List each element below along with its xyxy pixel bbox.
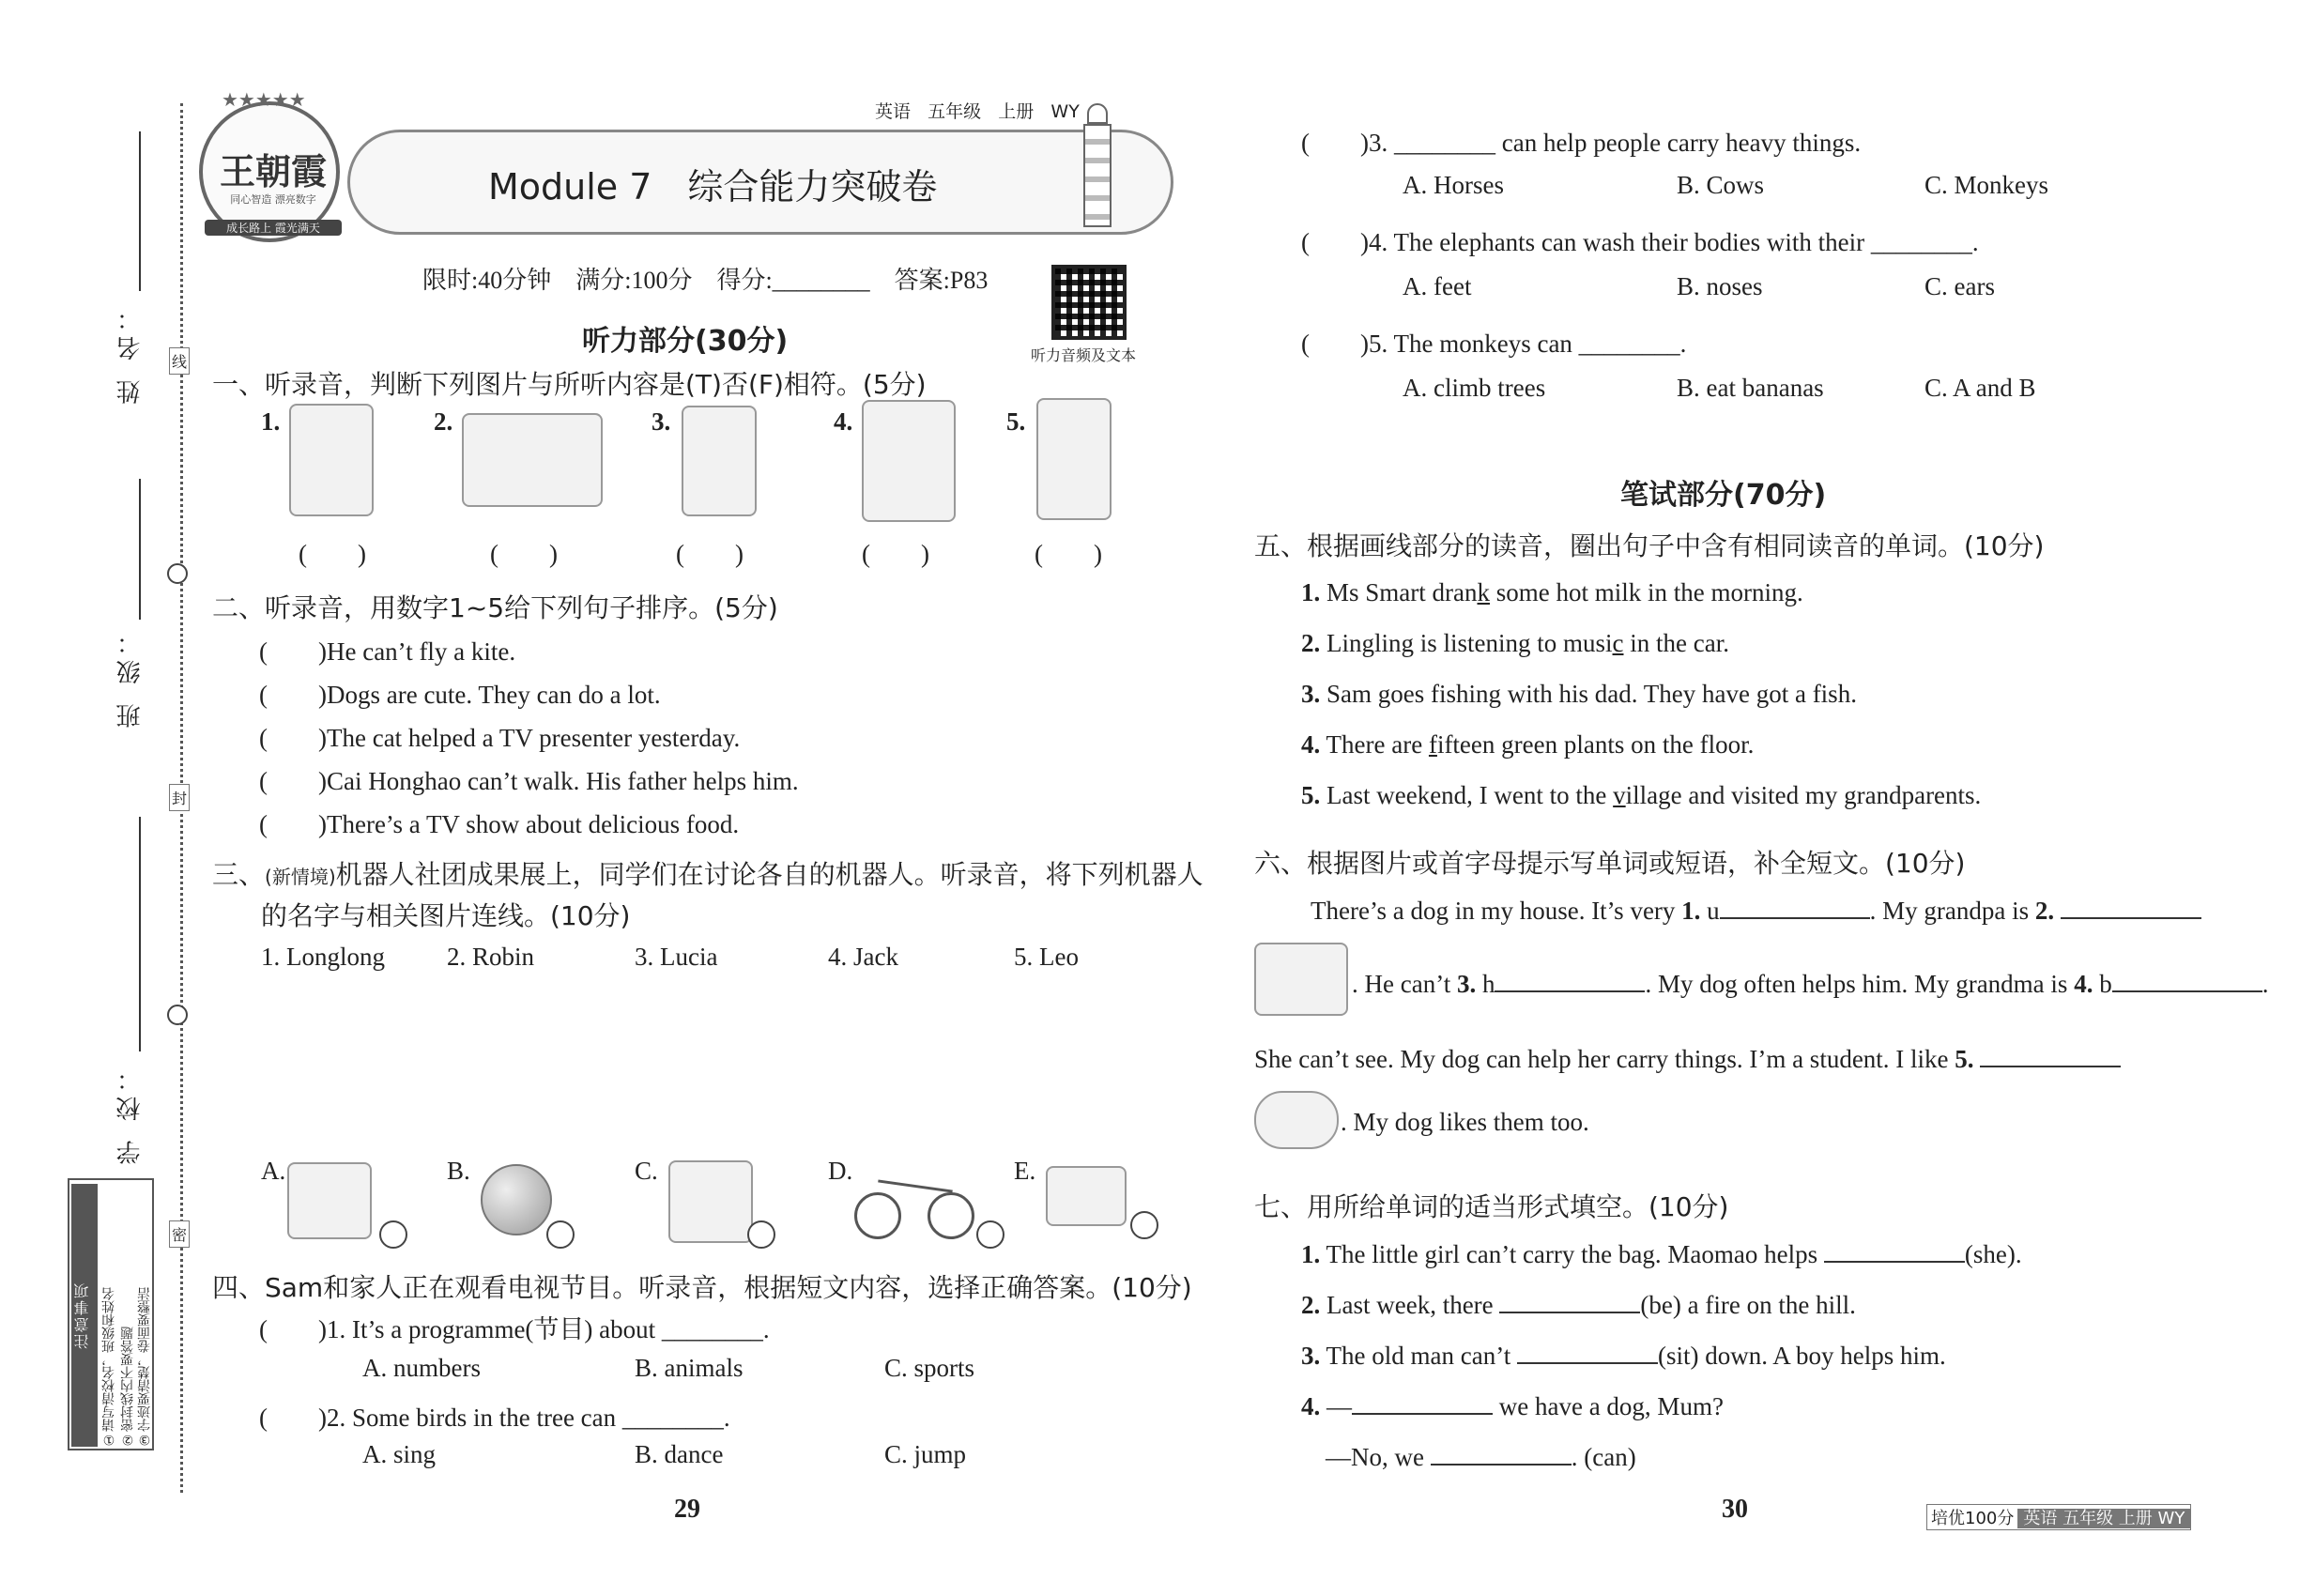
s4-q4: ( )4. The elephants can wash their bodies with their ________. [1301,228,1979,256]
answer-paren[interactable]: ( ) [1301,129,1369,157]
s5-item: 1. Ms Smart drank some hot milk in the morning. [1301,578,1803,606]
s4-q2-opt-b[interactable]: B. dance [635,1440,724,1468]
s7-blank-2[interactable] [1499,1288,1640,1313]
s5-item: 5. Last weekend, I went to the village and visited my grandparents. [1301,781,1982,809]
s7-item-2: 2. Last week, there (be) a fire on the hill. [1301,1288,1856,1320]
s1-item-number: 5. [1006,407,1026,436]
bicycle-image[interactable] [854,1164,976,1241]
s1-item-number: 1. [261,407,281,436]
s6-line-1: There’s a dog in my house. It’s very 1. u . My grandpa is 2. [1311,894,2201,926]
robot-name[interactable]: 4. Jack [828,943,898,971]
robot-face-icon [379,1220,407,1249]
page-title: Module 7 综合能力突破卷 [488,166,938,207]
s4-q3-opt-b[interactable]: B. Cows [1677,171,1765,199]
robot-name[interactable]: 2. Robin [447,943,535,971]
brand-logo [199,88,340,242]
s5-item: 4. There are fifteen green plants on the floor. [1301,730,1755,759]
s3-title: 三、(新情境)机器人社团成果展上，同学们在讨论各自的机器人。听录音，将下列机器人 [212,859,1204,890]
meta-grade: 五年级 [928,101,982,122]
option-letter: C. [635,1157,658,1185]
binding-circle-icon [167,1005,188,1025]
answer-paren[interactable]: ( ) [259,681,327,709]
s2-item: ( )Dogs are cute. They can do a lot. [259,681,661,709]
blank-1[interactable] [1720,894,1870,919]
s4-q2-opt-a[interactable]: A. sing [362,1440,437,1468]
school-label: 学 校： [116,1061,145,1165]
s4-q3-opt-a[interactable]: A. Horses [1403,171,1504,199]
s3-title-cont: 的名字与相关图片连线。(10分) [261,900,631,931]
answer-paren[interactable]: ( ) [259,724,327,752]
answer-paren[interactable]: ( ) [259,810,327,838]
robot-face-icon [747,1220,775,1249]
name-field-line[interactable] [139,131,141,291]
s1-title: 一、听录音，判断下列图片与所听内容是(T)否(F)相符。(5分) [212,369,927,400]
s7-item-1: 1. The little girl can’t carry the bag. Maomao helps (she). [1301,1237,2022,1269]
hot-dog-image [1254,1091,1339,1149]
s4-q3-opt-c[interactable]: C. Monkeys [1924,171,2049,199]
binding-circle-icon [167,563,188,584]
footer-series: 培优100分 [1931,1509,2015,1528]
note-2: ②密封线内不要答题 [120,1327,135,1447]
blank-4[interactable] [2112,967,2262,992]
qr-code[interactable] [1051,265,1127,340]
star-icon: ★★★★★ [222,88,306,111]
s4-q1-opt-c[interactable]: C. sports [884,1354,975,1382]
s1-answer-paren[interactable]: ( ) [299,540,366,568]
note-3: ③字迹要清楚，卷面要整洁 [137,1287,152,1447]
s5-item: 3. Sam goes fishing with his dad. They have got a fish. [1301,680,1857,708]
blind-man-cane-image [1036,398,1112,520]
brand-sub: 同心智造 漂亮数字 [230,193,316,206]
s4-q1-opt-a[interactable]: A. numbers [362,1354,481,1382]
s6-line-2: . He can’t 3. h . My dog often helps him. My grandma is 4. b . [1352,967,2268,999]
meta-edition: WY [1050,101,1080,122]
s7-blank-5[interactable] [1431,1440,1572,1466]
robot-face-icon [546,1220,575,1249]
lighthouse-icon [1078,103,1117,230]
name-label: 姓 名： [116,300,145,405]
s4-q5-opt-b[interactable]: B. eat bananas [1677,374,1824,402]
s1-answer-paren[interactable]: ( ) [676,540,744,568]
exam-info: 限时:40分钟 满分:100分 得分:________ 答案:P83 [422,267,989,294]
s1-answer-paren[interactable]: ( ) [490,540,558,568]
s6-line-3: She can’t see. My dog can help her carry things. I’m a student. I like 5. [1254,1042,2121,1074]
class-field-line[interactable] [139,479,141,620]
robot-face-icon [1130,1211,1158,1239]
s1-item-number: 4. [834,407,853,436]
blank-3[interactable] [1495,967,1645,992]
page-number-right: 30 [1722,1495,1748,1524]
blank-2[interactable] [2061,894,2201,919]
s2-item: ( )He can’t fly a kite. [259,637,516,666]
brand-ribbon: 成长路上 霞光满天 [205,220,342,236]
hot-dogs-image [682,406,757,516]
s4-q4-opt-c[interactable]: C. ears [1924,272,1995,300]
s4-q5: ( )5. The monkeys can ________. [1301,330,1687,358]
notes-box [68,1178,154,1450]
qr-caption: 听力音频及文本 [1031,346,1137,364]
grandparents-image [1254,943,1348,1016]
footer-meta: 英语 五年级 上册 WY [2017,1509,2190,1528]
new-context-tag: (新情境) [265,866,336,888]
option-letter: B. [447,1157,470,1185]
answer-paren[interactable]: ( ) [259,637,327,666]
s1-answer-paren[interactable]: ( ) [1035,540,1102,568]
s4-q4-opt-a[interactable]: A. feet [1403,272,1472,300]
answer-paren[interactable]: ( ) [259,1315,327,1343]
s5-title: 五、根据画线部分的读音，圈出句子中含有相同读音的单词。(10分) [1254,530,2045,561]
robot-face-icon [976,1220,1004,1249]
s2-title: 二、听录音，用数字1~5给下列句子排序。(5分) [212,592,778,623]
s4-title: 四、Sam和家人正在观看电视节目。听录音，根据短文内容，选择正确答案。(10分) [212,1272,1192,1303]
s4-q5-opt-a[interactable]: A. climb trees [1403,374,1546,402]
robot-name[interactable]: 1. Longlong [261,943,385,971]
notes-title: 注意事项 [71,1184,98,1447]
s5-item: 2. Lingling is listening to music in the car. [1301,629,1729,657]
s4-q5-opt-c[interactable]: C. A and B [1924,374,2036,402]
s6-title: 六、根据图片或首字母提示写单词或短语，补全短文。(10分) [1254,848,1966,879]
meta-subject: 英语 [875,101,912,122]
s4-q2: ( )2. Some birds in the tree can ________. [259,1404,730,1432]
writing-section-title: 笔试部分(70分) [1620,479,1827,512]
robot-name[interactable]: 5. Leo [1014,943,1079,971]
s4-q4-opt-b[interactable]: B. noses [1677,272,1763,300]
robot-name[interactable]: 3. Lucia [635,943,718,971]
answer-paren[interactable]: ( ) [259,1404,327,1432]
s2-item: ( )There’s a TV show about delicious food. [259,810,740,838]
s6-line-4: . My dog likes them too. [1341,1108,1589,1136]
seal-mark-3: 密 [169,1220,190,1248]
seal-mark-2: 封 [169,784,190,811]
s7-item-3: 3. The old man can’t (sit) down. A boy helps him. [1301,1339,1946,1371]
footer-badge [1926,1504,2191,1530]
s2-item: ( )Cai Honghao can’t walk. His father helps him. [259,767,799,795]
class-label: 班 级： [116,624,145,729]
s4-q3: ( )3. ________ can help people carry heavy things. [1301,129,1862,157]
note-1: ①请写清校名，班级和姓名 [101,1287,116,1447]
camera-image[interactable] [1046,1166,1127,1226]
answer-paren[interactable]: ( ) [1301,330,1369,358]
s7-item-4: 4. — we have a dog, Mum? [1301,1389,1724,1421]
brand-name: 王朝霞 [219,150,327,192]
s4-q1: ( )1. It’s a programme(节目) about ________. [259,1315,770,1343]
s4-q1-opt-b[interactable]: B. animals [635,1354,744,1382]
s7-blank-4[interactable] [1352,1389,1493,1415]
seal-mark-1: 线 [169,347,190,375]
school-field-line[interactable] [139,817,141,1051]
blank-5[interactable] [1980,1042,2121,1067]
s7-blank-1[interactable] [1824,1237,1965,1263]
option-letter: E. [1014,1157,1036,1185]
header-meta [875,98,1080,123]
s1-item-number: 3. [652,407,671,436]
girl-helping-grandpa-image [862,400,956,522]
chess-board-image[interactable] [287,1162,372,1239]
ball-image[interactable] [481,1164,552,1235]
answer-paren[interactable]: ( ) [1301,228,1369,256]
s7-blank-3[interactable] [1517,1339,1658,1364]
s4-q2-opt-c[interactable]: C. jump [884,1440,967,1468]
meta-term: 上册 [998,101,1035,122]
s1-item-number: 2. [434,407,453,436]
answer-paren[interactable]: ( ) [259,767,327,795]
s7-title: 七、用所给单词的适当形式填空。(10分) [1254,1191,1729,1222]
s2-item: ( )The cat helped a TV presenter yesterday. [259,724,741,752]
option-letter: A. [261,1157,286,1185]
mop-image[interactable] [668,1160,753,1243]
page-number-left: 29 [674,1495,700,1524]
s7-item-5: —No, we . (can) [1326,1440,1636,1472]
girl-with-chair-image [289,404,374,516]
option-letter: D. [828,1157,853,1185]
listening-section-title: 听力部分(30分) [582,325,789,358]
people-running-image [462,413,603,507]
s1-answer-paren[interactable]: ( ) [862,540,929,568]
